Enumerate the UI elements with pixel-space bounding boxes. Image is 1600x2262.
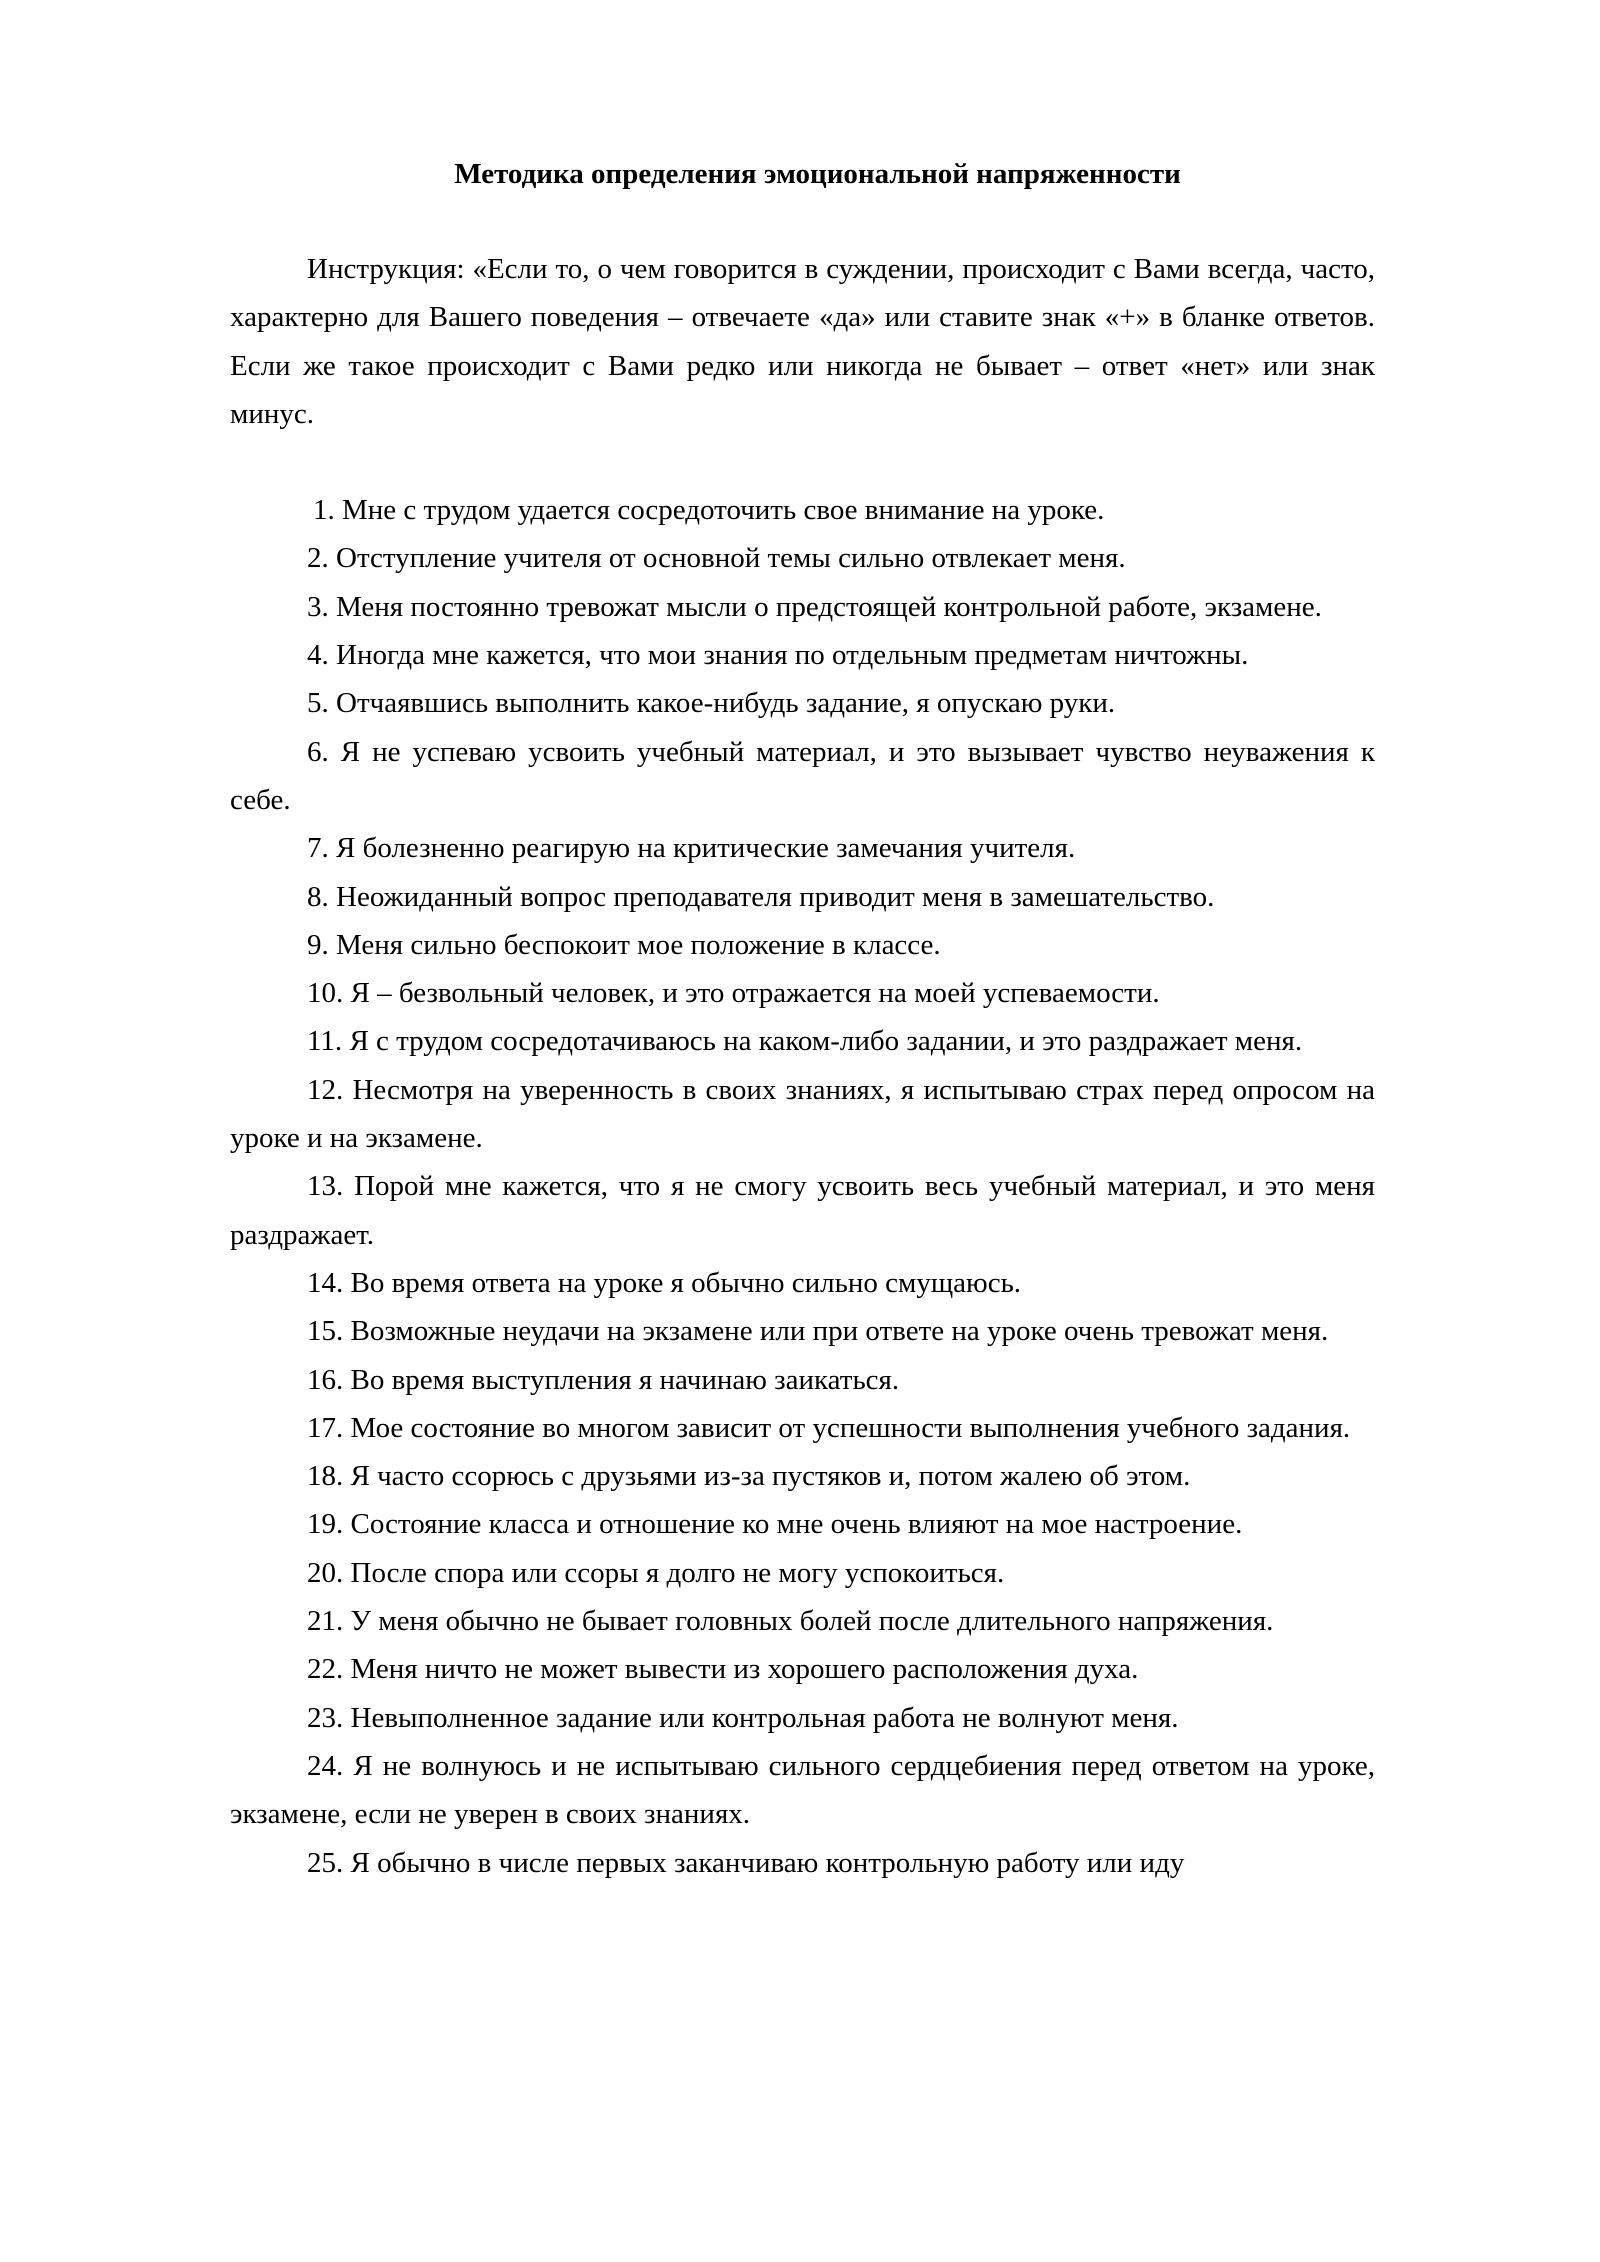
item-number: 6. xyxy=(307,735,329,768)
item-number: 15. xyxy=(307,1315,344,1348)
list-item xyxy=(230,1259,1375,1307)
instruction-paragraph: Инструкция: «Если то, о чем говорится в суждении, происходит с Вами всегда, часто, характерно для Вашего поведения – отвечаете «да» или ставите знак «+» в бланке ответов. Если же такое происходит с Вами редко или никогда не бывает – ответ «нет» или знак минус. xyxy=(230,253,1375,430)
item-number: 22. xyxy=(307,1653,344,1686)
item-text: Меня постоянно тревожат мысли о предстоящей контрольной работе, экзамене. xyxy=(336,590,1322,623)
list-item xyxy=(230,1597,1375,1645)
item-text: Во время выступления я начинаю заикаться. xyxy=(350,1363,900,1396)
item-text: Порой мне кажется, что я не смогу усвоить весь учебный материал, и это меня раздражает. xyxy=(230,1170,1375,1251)
item-number: 5. xyxy=(307,687,329,720)
item-text: После спора или ссоры я долго не могу успокоиться. xyxy=(350,1556,1005,1589)
item-text: Несмотря на уверенность в своих знаниях, я испытываю страх перед опросом на уроке и на экзамене. xyxy=(230,1073,1375,1155)
list-item xyxy=(230,486,1375,534)
list-item xyxy=(230,534,1375,582)
item-text: У меня обычно не бывает головных болей после длительного напряжения. xyxy=(350,1605,1274,1638)
item-text: Я часто ссорюсь с друзьями из-за пустяков и, потом жалею об этом. xyxy=(350,1460,1191,1493)
item-text: Отчаявшись выполнить какое-нибудь задание, я опускаю руки. xyxy=(336,687,1116,720)
item-number: 1. xyxy=(313,494,335,527)
item-text: Состояние класса и отношение ко мне очень влияют на мое настроение. xyxy=(350,1508,1243,1541)
item-text: Возможные неудачи на экзамене или при ответе на уроке очень тревожат меня. xyxy=(350,1315,1329,1348)
item-number: 9. xyxy=(307,928,329,961)
item-number: 23. xyxy=(307,1701,344,1734)
list-item xyxy=(230,1742,1375,1839)
item-number: 13. xyxy=(307,1170,344,1203)
item-text: Во время ответа на уроке я обычно сильно смущаюсь. xyxy=(350,1266,1022,1299)
item-text: Я обычно в числе первых заканчиваю контрольную работу или иду xyxy=(350,1846,1185,1879)
item-text: Невыполненное задание или контрольная работа не волнуют меня. xyxy=(350,1701,1179,1734)
item-number: 4. xyxy=(307,639,329,672)
item-number: 12. xyxy=(307,1073,344,1106)
item-number: 10. xyxy=(307,977,344,1010)
item-number: 21. xyxy=(307,1605,344,1638)
document-body xyxy=(230,150,1375,1887)
list-item xyxy=(230,1500,1375,1548)
item-text: Меня ничто не может вывести из хорошего расположения духа. xyxy=(350,1653,1139,1686)
item-text: Я не волнуюсь и не испытываю сильного сердцебиения перед ответом на уроке, экзамене, если не уверен в своих знаниях. xyxy=(230,1749,1375,1831)
list-item xyxy=(230,1017,1375,1065)
item-text: Мне с трудом удается сосредоточить свое внимание на уроке. xyxy=(342,494,1105,527)
item-number: 8. xyxy=(307,880,329,913)
list-item xyxy=(230,969,1375,1017)
item-number: 24. xyxy=(307,1749,344,1782)
item-number: 14. xyxy=(307,1266,344,1299)
item-number: 20. xyxy=(307,1556,344,1589)
item-number: 3. xyxy=(307,590,329,623)
item-number: 18. xyxy=(307,1460,344,1493)
list-item xyxy=(230,583,1375,631)
list-item xyxy=(230,1549,1375,1597)
list-item xyxy=(230,1452,1375,1500)
document-title: Методика определения эмоциональной напряженности xyxy=(454,158,1181,190)
item-number: 2. xyxy=(307,542,329,575)
list-item xyxy=(230,1694,1375,1742)
list-item xyxy=(230,873,1375,921)
list-item xyxy=(230,824,1375,872)
item-text: Меня сильно беспокоит мое положение в классе. xyxy=(336,928,941,961)
item-text: Иногда мне кажется, что мои знания по отдельным предметам ничтожны. xyxy=(336,639,1249,672)
item-text: Отступление учителя от основной темы сильно отвлекает меня. xyxy=(336,542,1126,575)
list-item xyxy=(230,1645,1375,1693)
list-item xyxy=(230,921,1375,969)
item-number: 11. xyxy=(307,1025,343,1058)
item-text: Неожиданный вопрос преподавателя приводит меня в замешательство. xyxy=(336,880,1215,913)
list-item xyxy=(230,1356,1375,1404)
item-number: 7. xyxy=(307,832,329,865)
item-number: 25. xyxy=(307,1846,344,1879)
item-number: 17. xyxy=(307,1411,344,1444)
item-number: 16. xyxy=(307,1363,344,1396)
list-item xyxy=(230,1839,1375,1887)
list-item xyxy=(230,1404,1375,1452)
list-item xyxy=(230,1066,1375,1163)
list-item xyxy=(230,728,1375,825)
list-item xyxy=(230,1162,1375,1259)
item-text: Я не успеваю усвоить учебный материал, и это вызывает чувство неуважения к себе. xyxy=(230,735,1375,816)
questionnaire-list xyxy=(230,486,1375,1887)
list-item xyxy=(230,631,1375,679)
item-text: Мое состояние во многом зависит от успешности выполнения учебного задания. xyxy=(350,1411,1351,1444)
item-text: Я – безвольный человек, и это отражается на моей успеваемости. xyxy=(350,977,1160,1010)
list-item xyxy=(230,1307,1375,1355)
item-number: 19. xyxy=(307,1508,344,1541)
item-text: Я с трудом сосредотачиваюсь на каком-либо задании, и это раздражает меня. xyxy=(349,1025,1303,1058)
item-text: Я болезненно реагирую на критические замечания учителя. xyxy=(336,832,1076,865)
list-item xyxy=(230,679,1375,727)
